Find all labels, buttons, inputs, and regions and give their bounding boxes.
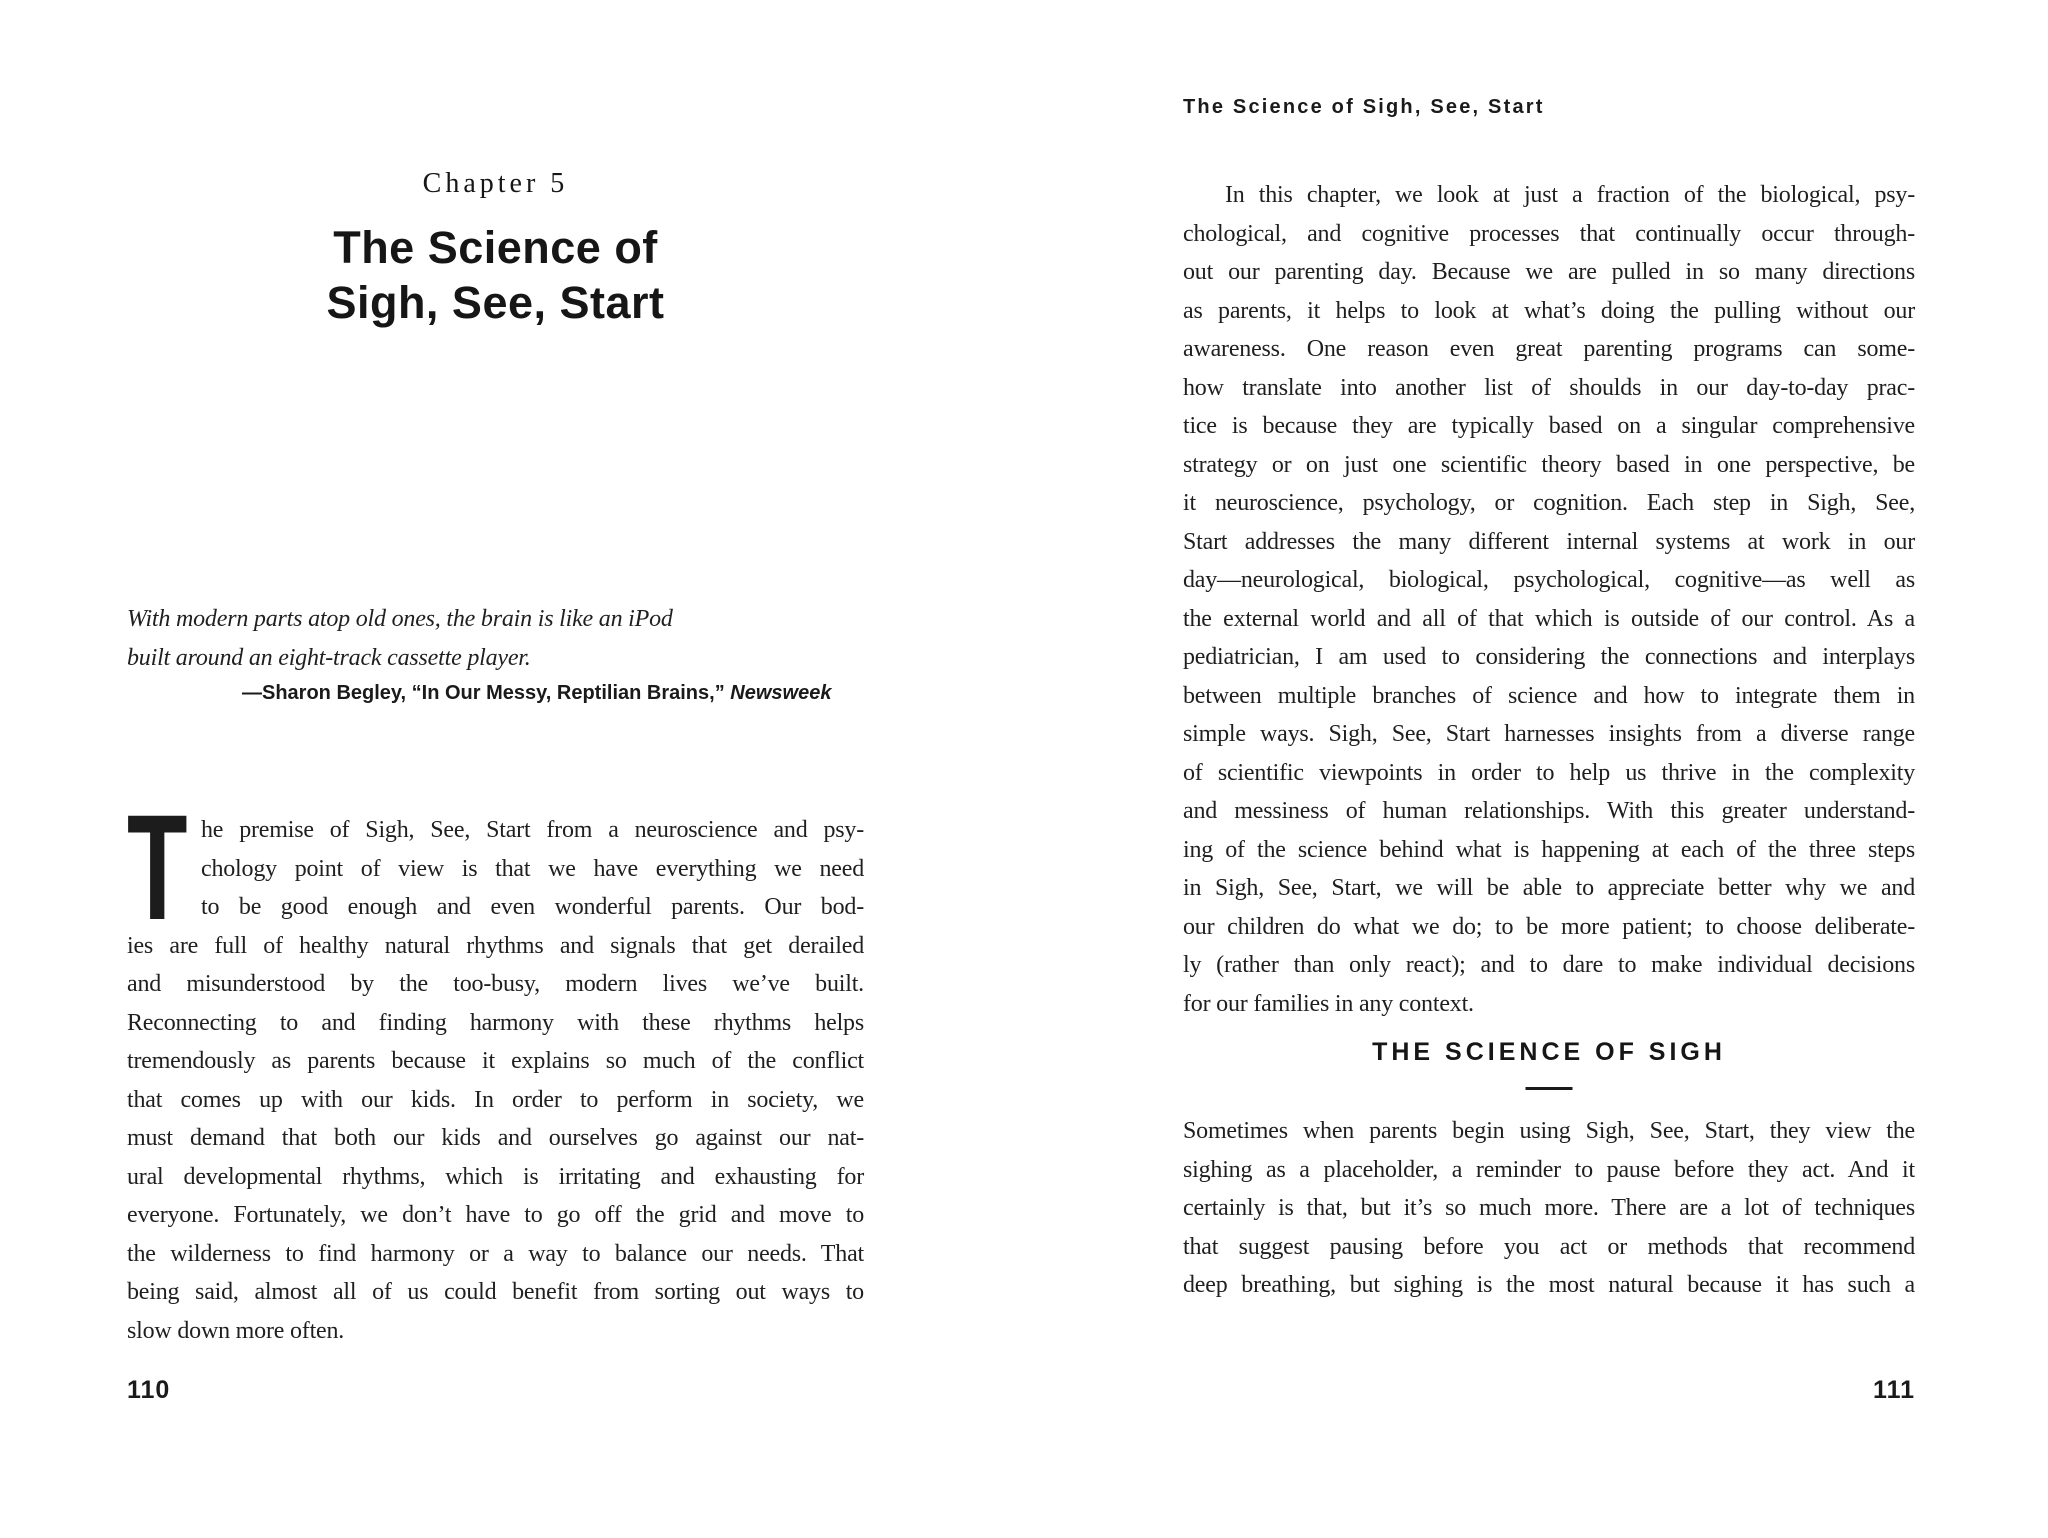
- text-line: simple ways. Sigh, See, Start harnesses insights from a diverse range: [1183, 721, 1915, 747]
- text-line: that comes up with our kids. In order to perform in society, we: [127, 1086, 864, 1113]
- text-line: ing of the science behind what is happening at each of the three steps: [1183, 836, 1915, 863]
- page-number-right: 111: [1873, 1376, 1915, 1404]
- running-header: The Science of Sigh, See, Start: [1183, 96, 1545, 118]
- drop-cap-letter: T: [127, 783, 188, 951]
- text-line: our children do what we do; to be more patient; to choose deliberate-: [1183, 913, 1915, 940]
- left-body-paragraph: [127, 783, 864, 1350]
- text-line: chological, and cognitive processes that continually occur through-: [1183, 220, 1915, 247]
- text-line: ural developmental rhythms, which is irritating and exhausting for: [127, 1163, 864, 1190]
- text-line: deep breathing, but sighing is the most natural because it has such a: [1183, 1272, 1915, 1298]
- text-line: slow down more often.: [127, 1317, 345, 1344]
- text-line: in Sigh, See, Start, we will be able to appreciate better why we and: [1183, 875, 1915, 901]
- text-line: the external world and all of that which is outside of our control. As a: [1183, 605, 1915, 632]
- text-line: certainly is that, but it’s so much more. There are a lot of techniques: [1183, 1195, 1915, 1221]
- text-line: the wilderness to find harmony or a way to balance our needs. That: [127, 1240, 864, 1267]
- section-heading: THE SCIENCE OF SIGH: [1372, 1038, 1726, 1066]
- text-line: built around an eight-track cassette player.: [127, 644, 531, 671]
- text-line: tice is because they are typically based on a singular comprehensive: [1183, 413, 1915, 439]
- page-number-left: 110: [127, 1376, 171, 1404]
- text-line: between multiple branches of science and how to integrate them in: [1183, 682, 1915, 709]
- section-divider-rule: [1526, 1087, 1573, 1090]
- text-line: it neuroscience, psychology, or cognition. Each step in Sigh, See,: [1183, 490, 1915, 516]
- text-line: Sometimes when parents begin using Sigh, See, Start, they view the: [1183, 1118, 1915, 1144]
- text-line: ies are full of healthy natural rhythms and signals that get derailed: [127, 932, 864, 959]
- text-line: and messiness of human relationships. With this greater understand-: [1183, 798, 1915, 824]
- right-body-paragraph-1: [1183, 176, 1915, 1023]
- chapter-label: Chapter 5: [422, 168, 569, 199]
- text-line: that suggest pausing before you act or methods that recommend: [1183, 1233, 1915, 1260]
- text-line: With modern parts atop old ones, the brain is like an iPod: [127, 606, 673, 632]
- text-line: Start addresses the many different internal systems at work in our: [1183, 528, 1915, 555]
- left-page: [127, 0, 864, 1538]
- attribution-source: Newsweek: [730, 682, 832, 704]
- attribution-text: —Sharon Begley, “In Our Messy, Reptilian Brains,”: [242, 682, 731, 704]
- epigraph-attribution: [242, 682, 864, 705]
- text-line: sighing as a placeholder, a reminder to pause before they act. And it: [1183, 1156, 1915, 1183]
- text-line: Reconnecting to and finding harmony with these rhythms helps: [127, 1009, 864, 1036]
- text-line: ly (rather than only react); and to dare to make individual decisions: [1183, 952, 1915, 978]
- text-line: for our families in any context.: [1183, 990, 1474, 1017]
- right-page: [1183, 0, 1915, 1538]
- text-line: being said, almost all of us could benefit from sorting out ways to: [127, 1279, 864, 1305]
- chapter-title-line-2: Sigh, See, Start: [326, 277, 665, 328]
- text-line: strategy or on just one scientific theory based in one perspective, be: [1183, 451, 1915, 478]
- text-line: tremendously as parents because it explains so much of the conflict: [127, 1048, 864, 1074]
- text-line: to be good enough and even wonderful parents. Our bod-: [201, 894, 864, 920]
- text-line: and misunderstood by the too-busy, modern lives we’ve built.: [127, 971, 864, 997]
- text-line: pediatrician, I am used to considering the connections and interplays: [1183, 644, 1915, 670]
- text-line: how translate into another list of shoulds in our day-to-day prac-: [1183, 374, 1915, 401]
- text-line: of scientific viewpoints in order to help us thrive in the complexity: [1183, 759, 1915, 786]
- text-line: day—neurological, biological, psychological, cognitive—as well as: [1183, 567, 1915, 593]
- text-line: must demand that both our kids and ourselves go against our nat-: [127, 1125, 864, 1151]
- text-line: everyone. Fortunately, we don’t have to go off the grid and move to: [127, 1202, 864, 1228]
- text-line: as parents, it helps to look at what’s doing the pulling without our: [1183, 297, 1915, 324]
- right-body-paragraph-2: [1183, 1112, 1915, 1305]
- text-line: awareness. One reason even great parenting programs can some-: [1183, 336, 1915, 362]
- epigraph: [127, 600, 864, 677]
- text-line: chology point of view is that we have everything we need: [201, 855, 864, 882]
- text-line: out our parenting day. Because we are pulled in so many directions: [1183, 259, 1915, 285]
- text-line: he premise of Sigh, See, Start from a neuroscience and psy-: [201, 817, 864, 843]
- chapter-title: [127, 220, 864, 330]
- text-line: In this chapter, we look at just a fraction of the biological, psy-: [1225, 182, 1915, 208]
- chapter-title-line-1: The Science of: [333, 222, 658, 273]
